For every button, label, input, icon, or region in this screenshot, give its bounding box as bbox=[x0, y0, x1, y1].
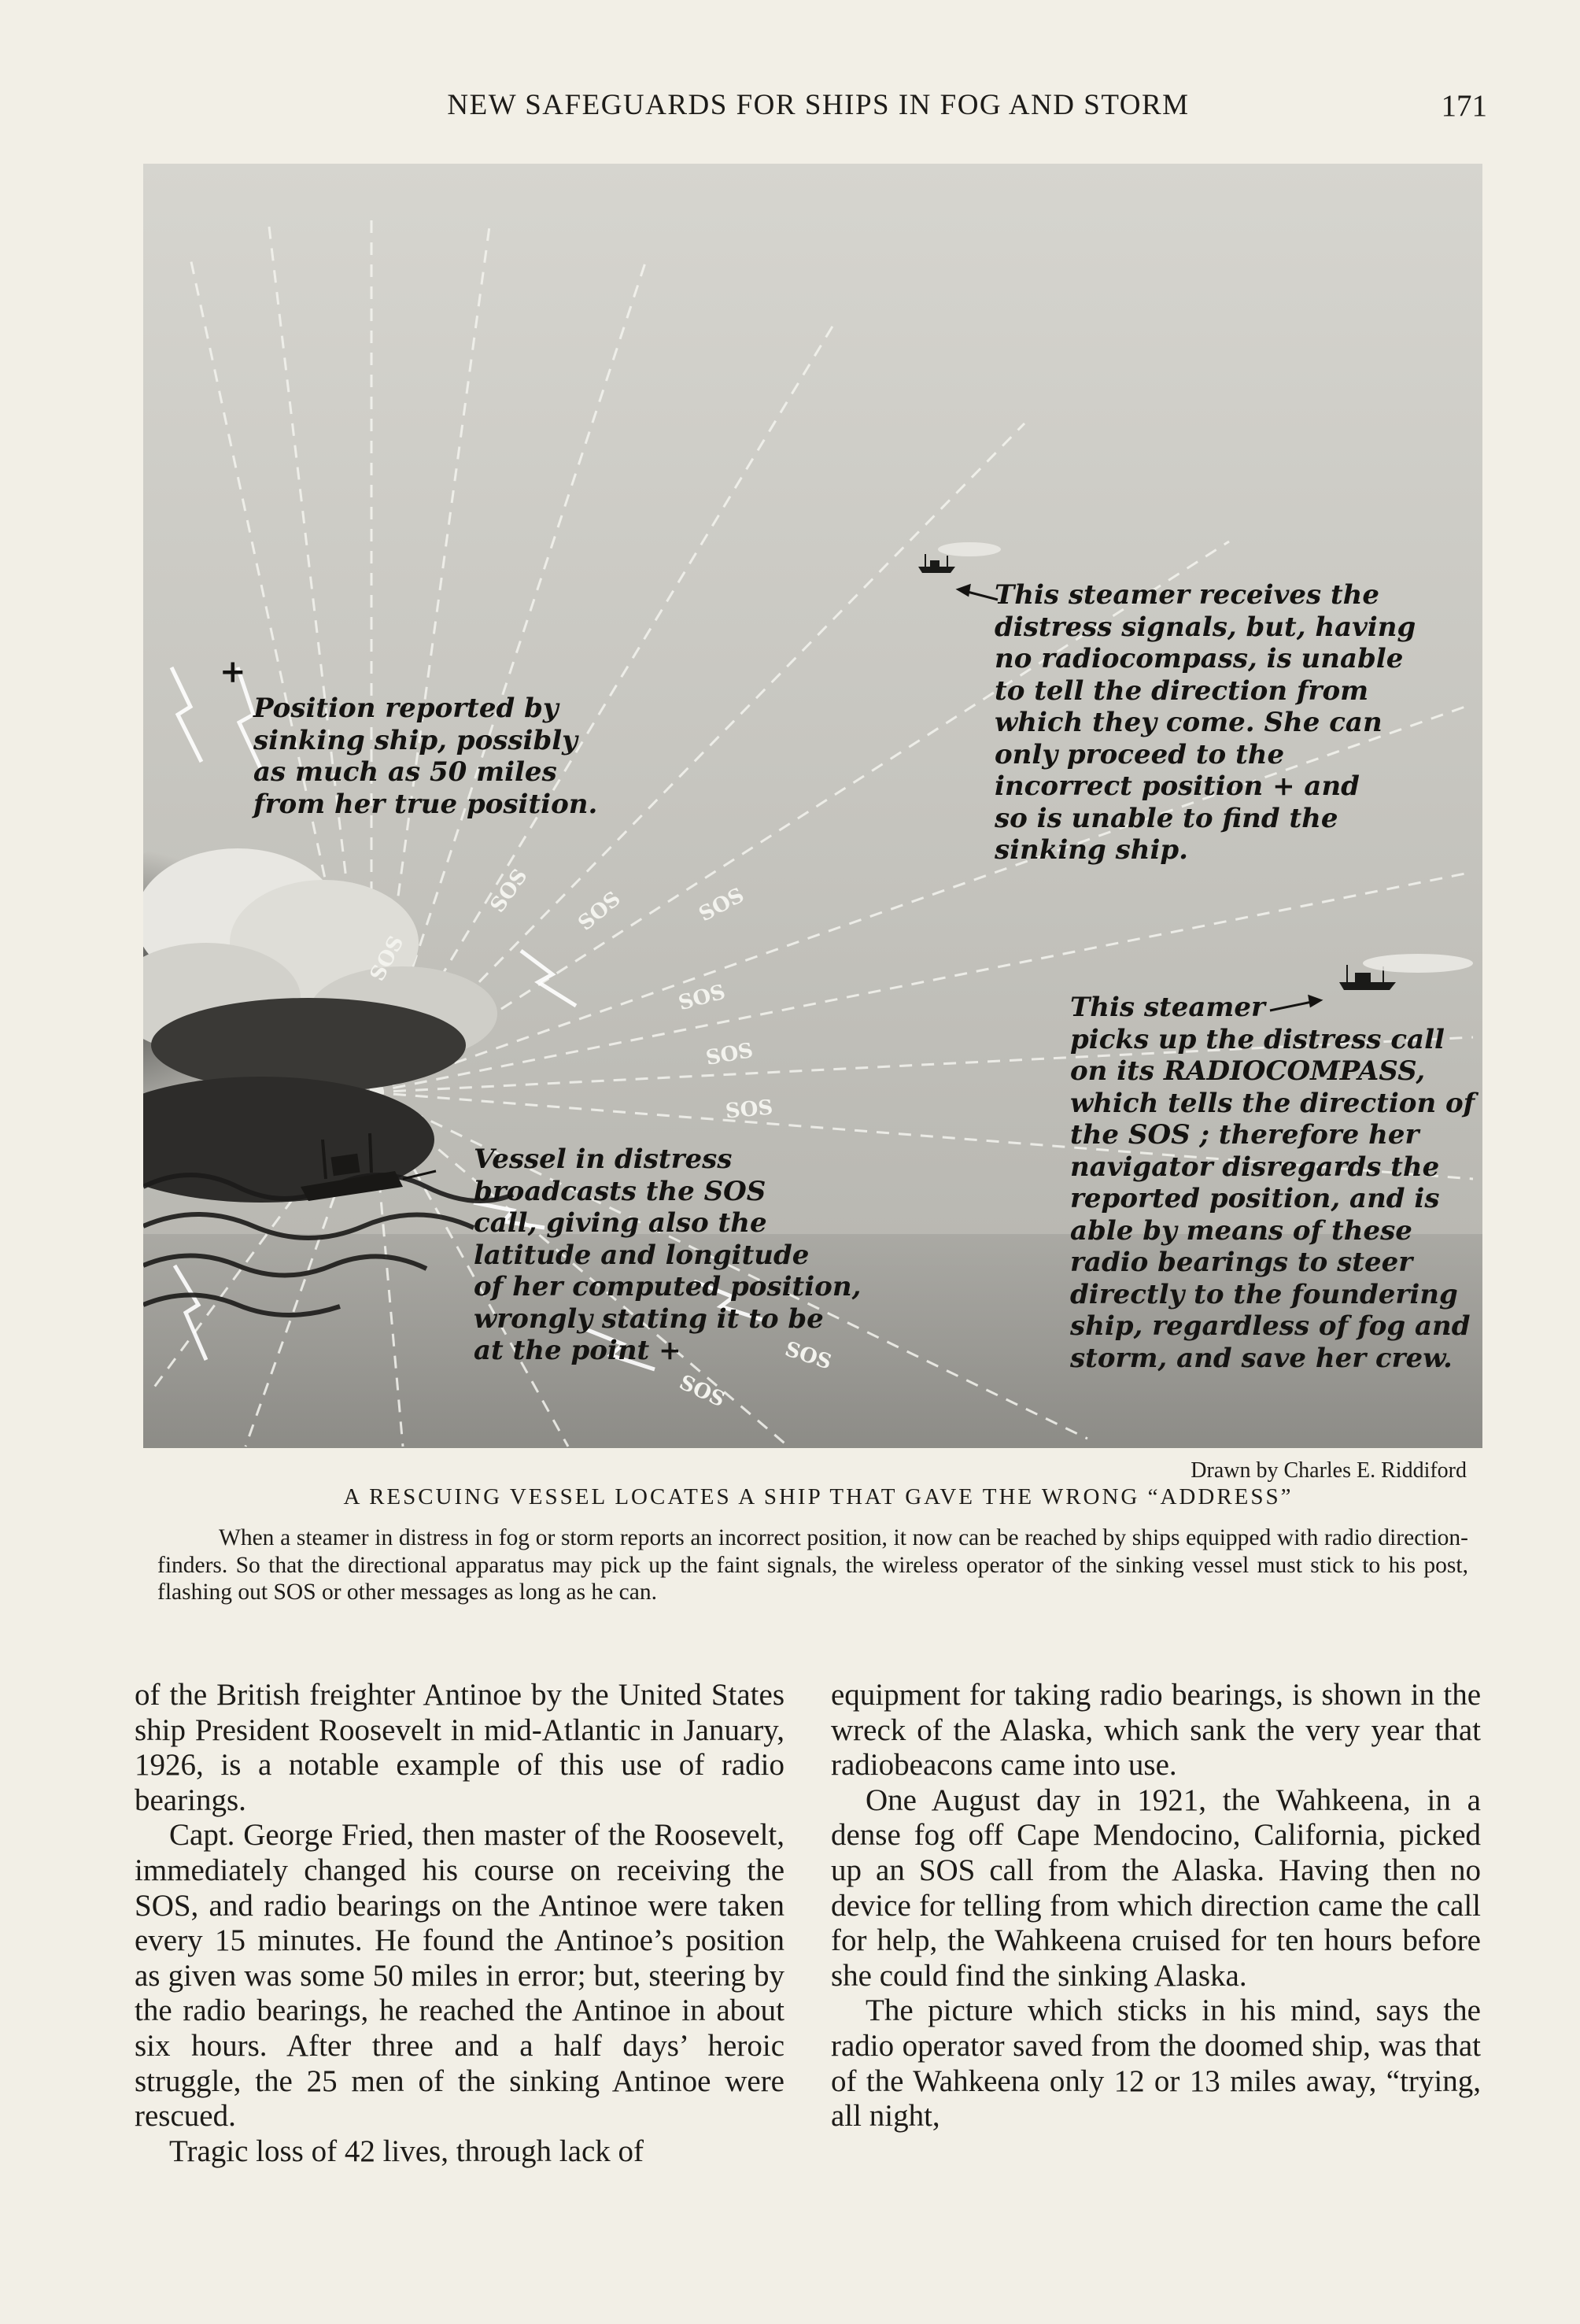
vessel-in-distress-label: Vessel in distress broadcasts the SOS call, giving also the latitude and longitude of her computed position, wrongly stating it to be at the point + bbox=[474, 1144, 862, 1366]
illustration-plate bbox=[143, 164, 1482, 1448]
article-paragraph: One August day in 1921, the Wahkeena, in a dense fog off Cape Mendocino, California, picked up an SOS call from the Alaska. Having then no device for telling from which direction came the call for help, the Wahkeena cruised for ten hours before she could find the sinking Alaska. bbox=[831, 1783, 1481, 1993]
article-column-right bbox=[831, 1678, 1481, 2134]
sos-mark: SOS bbox=[676, 980, 729, 1016]
sos-mark: SOS bbox=[724, 1095, 774, 1124]
caption-title: A RESCUING VESSEL LOCATES A SHIP THAT GAVE THE WRONG “ADDRESS” bbox=[343, 1484, 1294, 1509]
article-paragraph: Tragic loss of 42 lives, through lack of bbox=[169, 2134, 644, 2168]
article-paragraph: of the British freighter Antinoe by the United States ship President Roosevelt in mid-Atlantic in January, 1926, is a notable example of this use of radio bearings. bbox=[135, 1678, 784, 1817]
sos-mark: SOS bbox=[485, 864, 533, 918]
sos-mark: SOS bbox=[703, 1039, 755, 1070]
sos-mark: SOS bbox=[781, 1337, 835, 1375]
sos-mark: SOS bbox=[675, 1370, 729, 1413]
sos-mark: SOS bbox=[574, 887, 626, 936]
running-head: NEW SAFEGUARDS FOR SHIPS IN FOG AND STORM bbox=[447, 89, 1190, 121]
article-paragraph: equipment for taking radio bearings, is shown in the wreck of the Alaska, which sank the very year that radiobeacons came into use. bbox=[831, 1678, 1481, 1783]
caption-body: When a steamer in distress in fog or storm reports an incorrect position, it now can be reached by ships equipped with radio direction-finders. So that the directional apparatus may pick up the faint signals, the wireless operator of the sinking vessel must stick to his post, flashing out SOS or other messages as long as he can. bbox=[157, 1525, 1468, 1605]
article-paragraph: Capt. George Fried, then master of the Roosevelt, immediately changed his course on receiving the SOS, and radio bearings on the Antinoe were taken every 15 minutes. He found the Antinoe’s position as given was some 50 miles in error; but, steering by the radio bearings, he reached the Antinoe in about six hours. After three and a half days’ heroic struggle, the 25 men of the sinking Antinoe were rescued. bbox=[135, 1818, 784, 2134]
reported-position-marker: + bbox=[220, 653, 246, 690]
sos-mark: SOS bbox=[695, 883, 748, 927]
steamer-with-compass-label: This steamer picks up the distress call on its RADIOCOMPASS, which tells the direction of the SOS ; therefore her navigator disregards the reported position, and is able by means of these radio bearings to steer directly to the foundering ship, regardless of fog and storm, and save her crew. bbox=[1070, 992, 1475, 1374]
article-paragraph: The picture which sticks in his mind, says the radio operator saved from the doomed ship, was that of the Wahkeena only 12 or 13 miles away, “trying, all night, bbox=[831, 1993, 1481, 2134]
illustration-credit: Drawn by Charles E. Riddiford bbox=[1191, 1458, 1467, 1483]
reported-position-label: Position reported by sinking ship, possibly as much as 50 miles from her true position. bbox=[253, 693, 598, 820]
steamer-without-compass-label: This steamer receives the distress signals, but, having no radiocompass, is unable to tell the direction from which they come. She can only proceed to the incorrect position + and so is unable to find the sinking ship. bbox=[995, 579, 1416, 866]
page-number: 171 bbox=[1441, 89, 1487, 123]
article-column-left bbox=[135, 1678, 784, 2169]
sos-mark: SOS bbox=[365, 932, 409, 985]
